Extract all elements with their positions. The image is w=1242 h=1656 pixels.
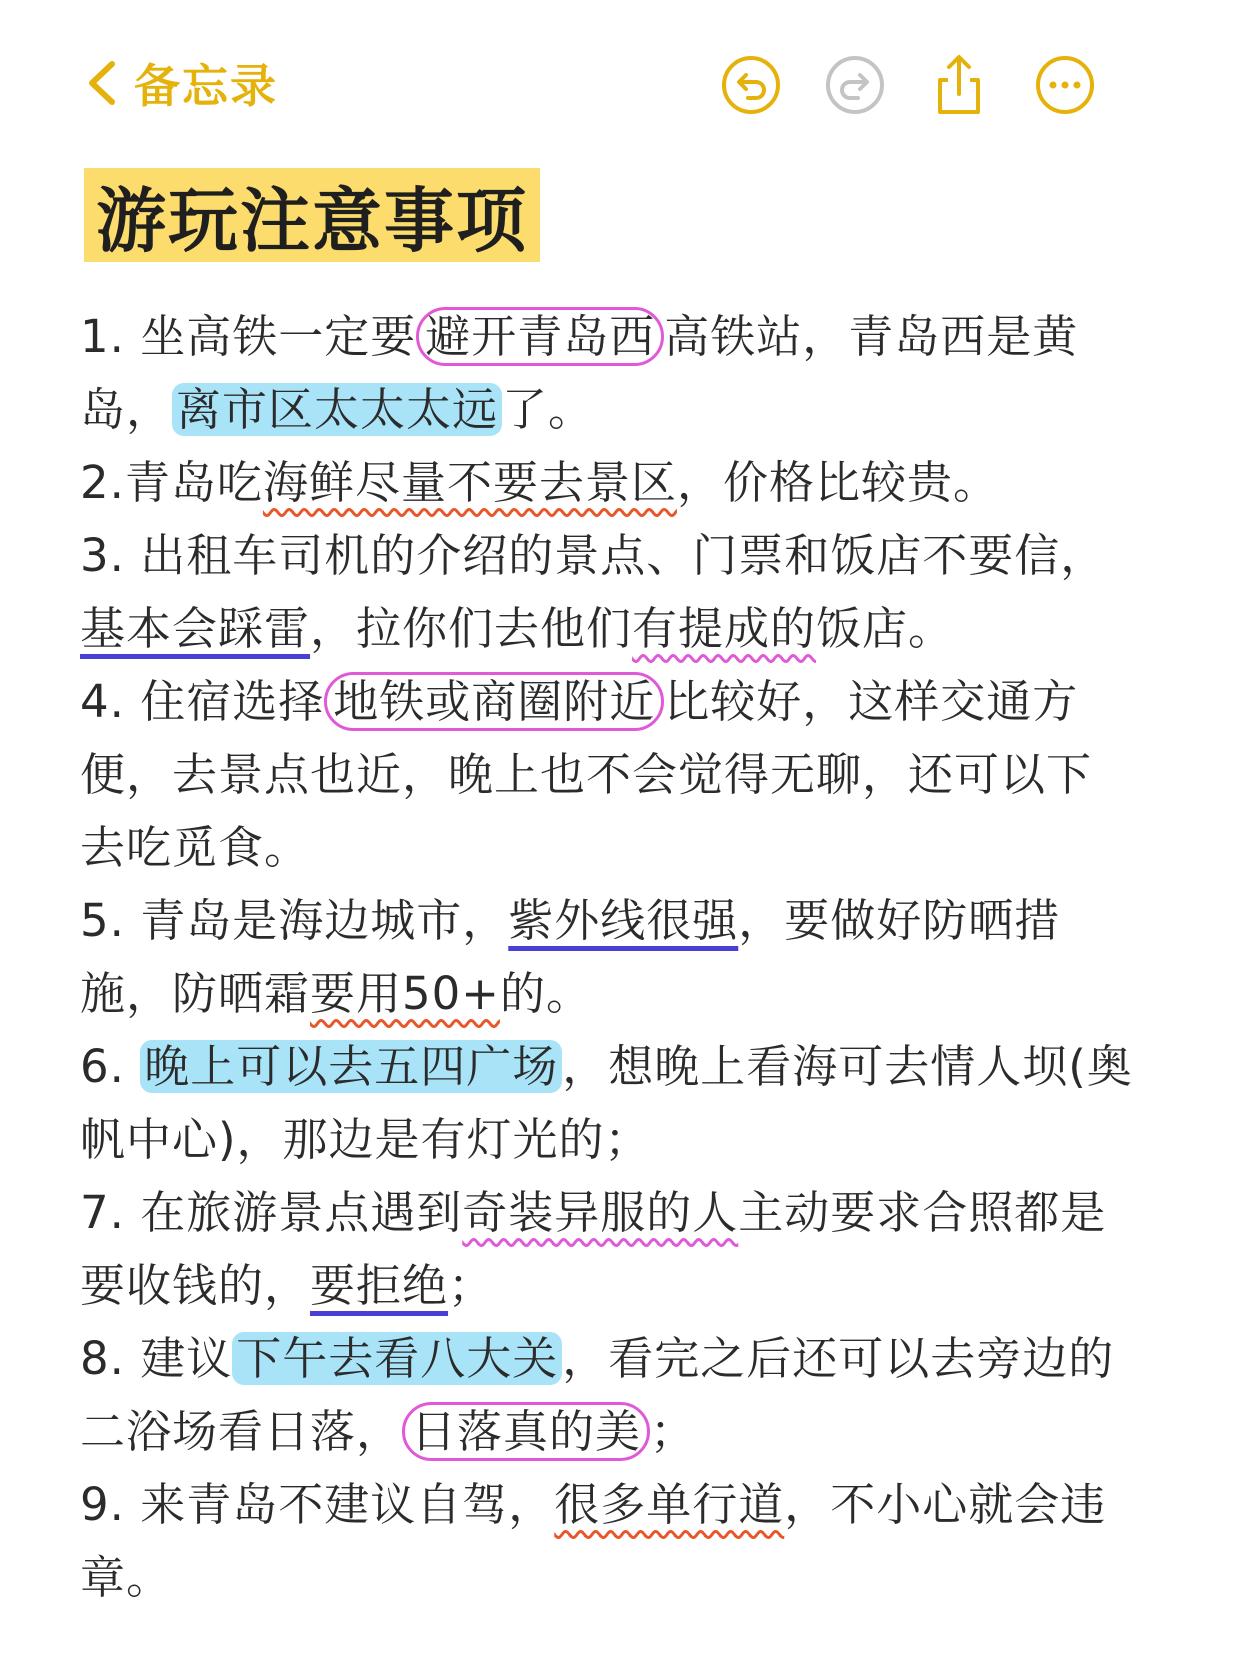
note-line bbox=[80, 811, 1180, 884]
note-line bbox=[80, 446, 1180, 519]
note-text: 去吃觅食。 bbox=[80, 821, 311, 874]
more-button[interactable] bbox=[1032, 52, 1098, 118]
note-text: 要收钱的， bbox=[80, 1259, 311, 1312]
note-text: 岛， bbox=[80, 383, 173, 436]
underlined-text: 海鲜尽量不要去景区 bbox=[262, 456, 677, 509]
underlined-text: 奇装异服的人 bbox=[462, 1186, 739, 1239]
note-text: 便，去景点也近，晚上也不会觉得无聊，还可以下 bbox=[80, 748, 1093, 801]
highlighted-text: 下午去看八大关 bbox=[232, 1332, 562, 1385]
note-title: 游玩注意事项 bbox=[96, 179, 528, 262]
note-line bbox=[80, 1030, 1180, 1103]
underlined-text: 要用50+ bbox=[310, 967, 500, 1020]
note-text: 4. 住宿选择 bbox=[80, 675, 325, 728]
redo-icon bbox=[822, 52, 888, 118]
note-line bbox=[80, 884, 1180, 957]
note-text: 5. 青岛是海边城市， bbox=[80, 894, 509, 947]
note-text: 主动要求合照都是 bbox=[738, 1186, 1107, 1239]
note-line bbox=[80, 1322, 1180, 1395]
underlined-text: 紫外线很强 bbox=[508, 894, 739, 947]
note-text: 1. 坐高铁一定要 bbox=[80, 310, 417, 363]
note-text: ，看完之后还可以去旁边的 bbox=[562, 1332, 1115, 1385]
underlined-text: 有提成的 bbox=[632, 602, 817, 655]
note-text: 施，防晒霜 bbox=[80, 967, 311, 1020]
back-button[interactable] bbox=[84, 48, 278, 118]
note-line bbox=[80, 957, 1180, 1030]
circled-text: 日落真的美 bbox=[402, 1402, 650, 1461]
highlighted-text: 晚上可以去五四广场 bbox=[140, 1040, 562, 1093]
note-text: ，要做好防晒措 bbox=[738, 894, 1061, 947]
chevron-left-icon bbox=[84, 58, 120, 108]
note-text: ，想晚上看海可去情人坝(奥 bbox=[562, 1040, 1133, 1093]
note-text: 二浴场看日落， bbox=[80, 1405, 403, 1458]
note-text: ，价格比较贵。 bbox=[676, 456, 999, 509]
circled-text: 地铁或商圈附近 bbox=[324, 672, 664, 731]
underlined-text: 要拒绝 bbox=[310, 1259, 449, 1312]
note-line bbox=[80, 1468, 1180, 1541]
note-line bbox=[80, 1395, 1180, 1468]
undo-icon bbox=[718, 52, 784, 118]
note-text: ，不小心就会违 bbox=[784, 1478, 1107, 1531]
note-text: 6. bbox=[80, 1040, 141, 1093]
note-text: ； bbox=[448, 1259, 495, 1312]
note-body[interactable] bbox=[80, 300, 1180, 1614]
note-text: 帆中心)，那边是有灯光的； bbox=[80, 1113, 651, 1166]
note-text: 3. 出租车司机的介绍的景点、门票和饭店不要信， bbox=[80, 529, 1107, 582]
circled-text: 避开青岛西 bbox=[416, 307, 664, 366]
note-text: 章。 bbox=[80, 1551, 173, 1604]
note-line bbox=[80, 519, 1180, 592]
note-text: 7. 在旅游景点遇到 bbox=[80, 1186, 463, 1239]
note-text: 2.青岛吃 bbox=[80, 456, 263, 509]
note-text: 比较好，这样交通方 bbox=[664, 675, 1079, 728]
note-line bbox=[80, 1176, 1180, 1249]
more-icon bbox=[1032, 52, 1098, 118]
note-text: 饭店。 bbox=[816, 602, 955, 655]
note-line bbox=[80, 300, 1180, 373]
note-text: 高铁站，青岛西是黄 bbox=[664, 310, 1079, 363]
note-text: 9. 来青岛不建议自驾， bbox=[80, 1478, 555, 1531]
note-line bbox=[80, 373, 1180, 446]
note-line bbox=[80, 592, 1180, 665]
note-text: 8. 建议 bbox=[80, 1332, 233, 1385]
note-text: 的。 bbox=[499, 967, 592, 1020]
back-label: 备忘录 bbox=[134, 59, 278, 113]
navigation-bar bbox=[0, 0, 1242, 170]
note-line bbox=[80, 738, 1180, 811]
note-text: 了。 bbox=[502, 383, 595, 436]
note-line bbox=[80, 665, 1180, 738]
note-text: ； bbox=[650, 1405, 697, 1458]
note-text: ，拉你们去他们 bbox=[310, 602, 633, 655]
underlined-text: 基本会踩雷 bbox=[80, 602, 311, 655]
note-line bbox=[80, 1249, 1180, 1322]
underlined-text: 很多单行道 bbox=[554, 1478, 785, 1531]
note-line bbox=[80, 1103, 1180, 1176]
note-line bbox=[80, 1541, 1180, 1614]
redo-button[interactable] bbox=[822, 52, 888, 118]
highlighted-text: 离市区太太太远 bbox=[172, 383, 502, 436]
share-button[interactable] bbox=[926, 52, 992, 118]
share-icon bbox=[926, 52, 992, 118]
undo-button[interactable] bbox=[718, 52, 784, 118]
note-title-highlight bbox=[84, 168, 540, 262]
